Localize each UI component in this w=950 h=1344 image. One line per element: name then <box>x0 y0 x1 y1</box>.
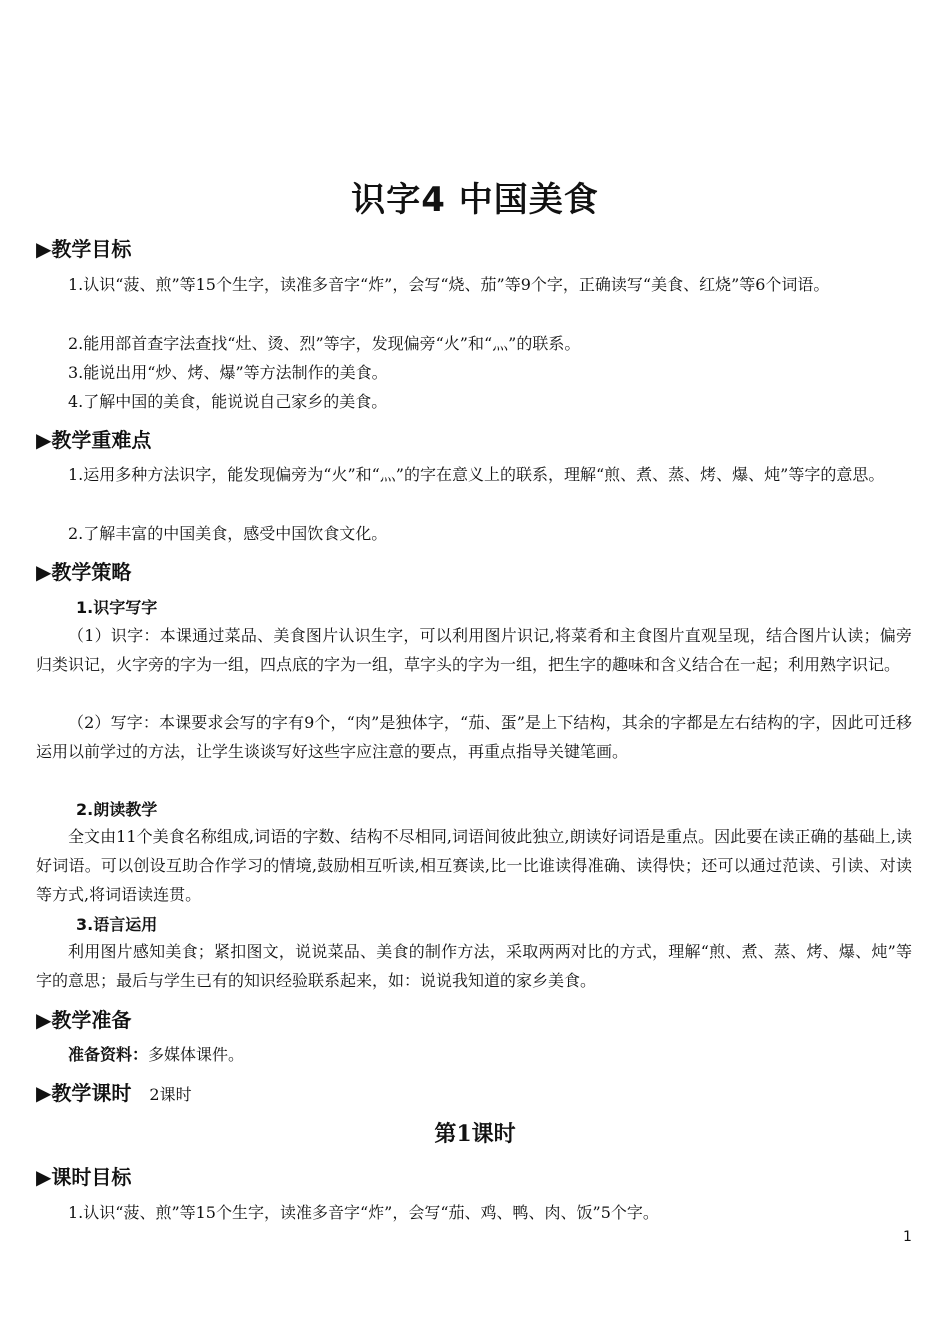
section-heading-hours <box>36 1077 192 1106</box>
lesson-title: 第1课时 <box>434 1121 516 1147</box>
section-heading-key-points: ▶教学重难点 <box>36 428 152 452</box>
goal-item-4: 4.了解中国的美食，能说说自己家乡的美食。 <box>68 392 388 411</box>
strategy-paragraph-literacy: （1）识字：本课通过菜品、美食图片认识生字，可以利用图片识记,将菜肴和主食图片直观呈现，结合图片认读；偏旁归类识记，火字旁的字为一组，四点底的字为一组，草字头的字为一组，把生字的趣味和含义结合在一起；利用熟字识记。 <box>36 626 912 674</box>
section-heading-lesson-goals: ▶课时目标 <box>36 1165 132 1189</box>
strategy-subheading-1: 1.识字写字 <box>76 598 158 617</box>
page-title: 识字4 中国美食 <box>351 180 599 220</box>
hours-heading-label: ▶教学课时 <box>36 1081 132 1105</box>
prep-label: 准备资料： <box>68 1045 149 1064</box>
goal-item-2: 2.能用部首查字法查找“灶、烫、烈”等字，发现偏旁“火”和“灬”的联系。 <box>68 334 581 353</box>
goal-item-1: 1.认识“菠、煎”等15个生字，读准多音字“炸”，会写“烧、茄”等9个字，正确读写“美食、红烧”等6个词语。 <box>68 275 830 294</box>
hours-value: 2课时 <box>149 1085 192 1104</box>
strategy-paragraph-writing: （2）写字：本课要求会写的字有9个，“肉”是独体字，“茄、蛋”是上下结构，其余的字都是左右结构的字，因此可迁移运用以前学过的方法，让学生谈谈写好这些字应注意的要点，再重点指导关键笔画。 <box>36 713 912 761</box>
section-heading-prep: ▶教学准备 <box>36 1008 132 1032</box>
lesson-goal-item-1: 1.认识“菠、煎”等15个生字，读准多音字“炸”，会写“茄、鸡、鸭、肉、饭”5个字。 <box>68 1203 659 1222</box>
key-point-item-2: 2.了解丰富的中国美食，感受中国饮食文化。 <box>68 524 388 543</box>
goal-item-3: 3.能说出用“炒、烤、爆”等方法制作的美食。 <box>68 363 388 382</box>
section-heading-strategy: ▶教学策略 <box>36 560 132 584</box>
section-heading-goals: ▶教学目标 <box>36 237 132 261</box>
prep-value: 多媒体课件。 <box>148 1045 245 1064</box>
strategy-paragraph-reading: 全文由11个美食名称组成,词语的字数、结构不尽相同,词语间彼此独立,朗读好词语是重点。因此要在读正确的基础上,读好词语。可以创设互助合作学习的情境,鼓励相互听读,相互赛读,比一比谁读得准确、读得快；还可以通过范读、引读、对读等方式,将词语读连贯。 <box>36 827 912 904</box>
page-number: 1 <box>903 1229 912 1245</box>
strategy-subheading-2: 2.朗读教学 <box>76 800 158 819</box>
strategy-subheading-3: 3.语言运用 <box>76 915 158 934</box>
prep-line <box>36 1040 912 1069</box>
strategy-paragraph-language: 利用图片感知美食；紧扣图文，说说菜品、美食的制作方法，采取两两对比的方式，理解“煎、煮、蒸、烤、爆、炖”等字的意思；最后与学生已有的知识经验联系起来，如：说说我知道的家乡美食。 <box>36 942 912 990</box>
key-point-item-1: 1.运用多种方法识字，能发现偏旁为“火”和“灬”的字在意义上的联系，理解“煎、煮、蒸、烤、爆、炖”等字的意思。 <box>68 465 885 484</box>
